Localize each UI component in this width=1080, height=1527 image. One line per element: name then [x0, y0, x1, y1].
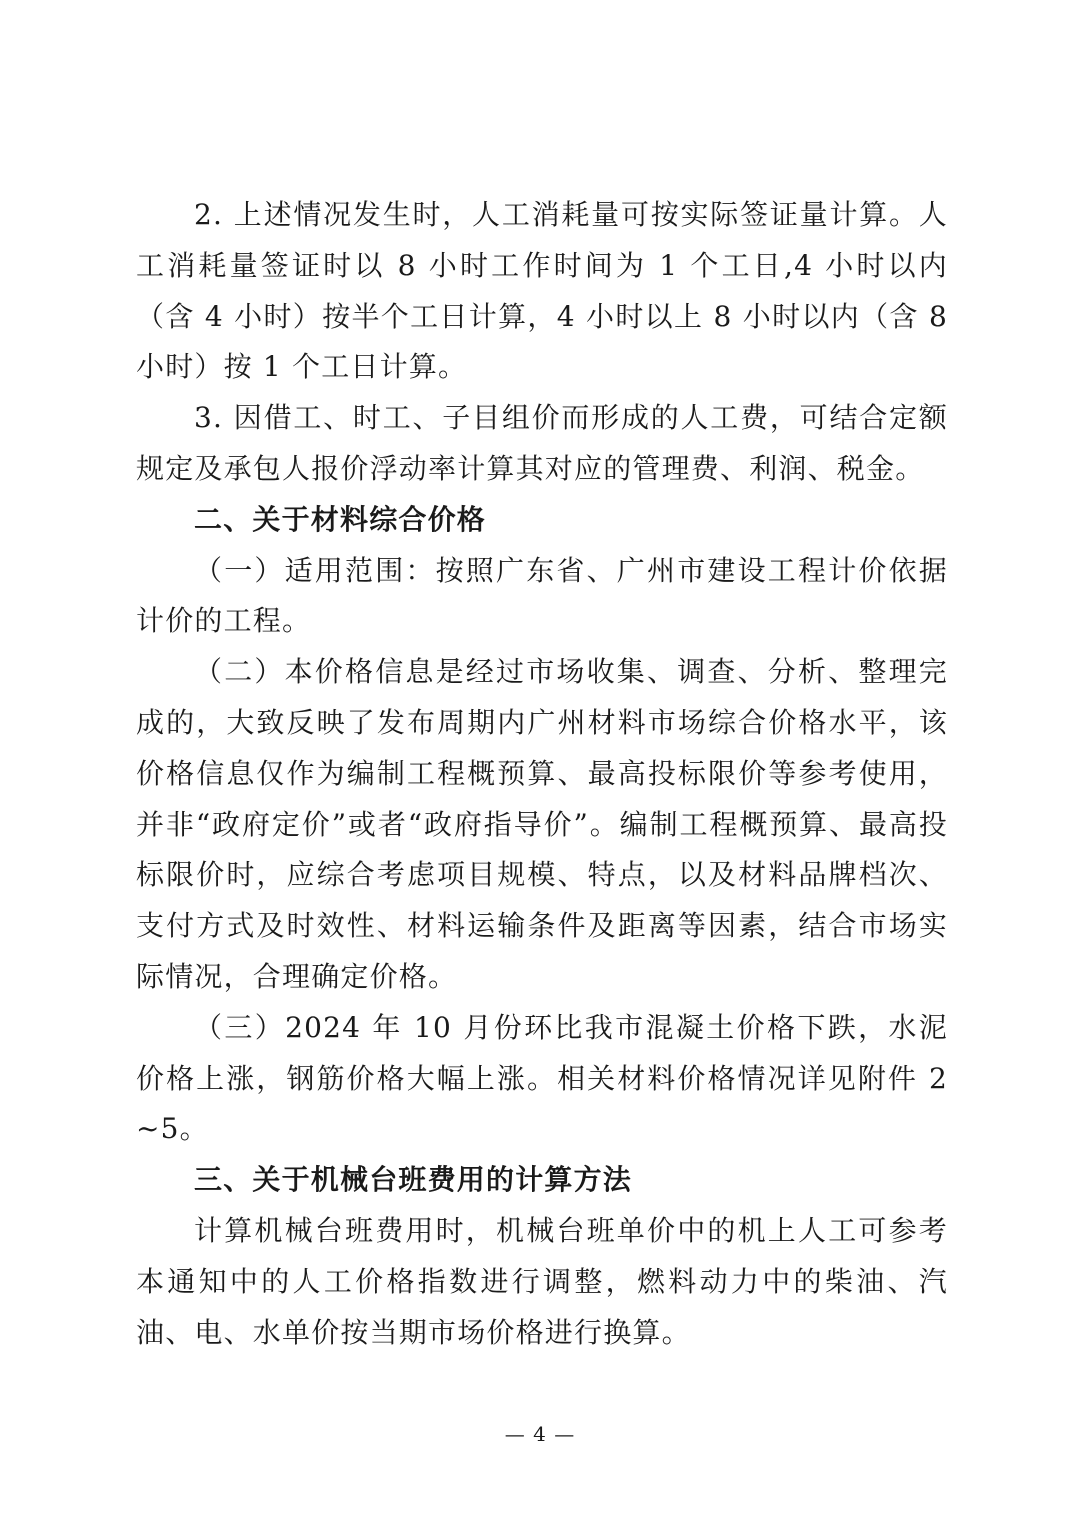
page-body	[136, 190, 948, 1358]
section-heading-materials: 二、关于材料综合价格	[194, 502, 487, 536]
paragraph-labor-signoff: 2. 上述情况发生时，人工消耗量可按实际签证量计算。人工消耗量签证时以 8 小时工作时间为 1 个工日,4 小时以内（含 4 小时）按半个工日计算，4 小时以上 8 小时以内（含 8 小时）按 1 个工日计算。	[136, 198, 948, 384]
paragraph-october-prices: （三）2024 年 10 月份环比我市混凝土价格下跌，水泥价格上涨，钢筋价格大幅上涨。相关材料价格情况详见附件 2~5。	[136, 1010, 948, 1146]
paragraph-price-info: （二）本价格信息是经过市场收集、调查、分析、整理完成的，大致反映了发布周期内广州材料市场综合价格水平，该价格信息仅作为编制工程概预算、最高投标限价等参考使用，并非“政府定价”或者“政府指导价”。编制工程概预算、最高投标限价时，应综合考虑项目规模、特点，以及材料品牌档次、支付方式及时效性、材料运输条件及距离等因素，结合市场实际情况，合理确定价格。	[136, 655, 948, 993]
section-heading-machinery: 三、关于机械台班费用的计算方法	[194, 1163, 633, 1197]
page-number: — 4 —	[504, 1422, 576, 1446]
paragraph-machinery-cost: 计算机械台班费用时，机械台班单价中的机上人工可参考本通知中的人工价格指数进行调整，燃料动力中的柴油、汽油、电、水单价按当期市场价格进行换算。	[136, 1213, 948, 1349]
paragraph-borrowed-labor: 3. 因借工、时工、子目组价而形成的人工费，可结合定额规定及承包人报价浮动率计算其对应的管理费、利润、税金。	[136, 401, 948, 485]
paragraph-scope: （一）适用范围：按照广东省、广州市建设工程计价依据计价的工程。	[136, 553, 948, 638]
